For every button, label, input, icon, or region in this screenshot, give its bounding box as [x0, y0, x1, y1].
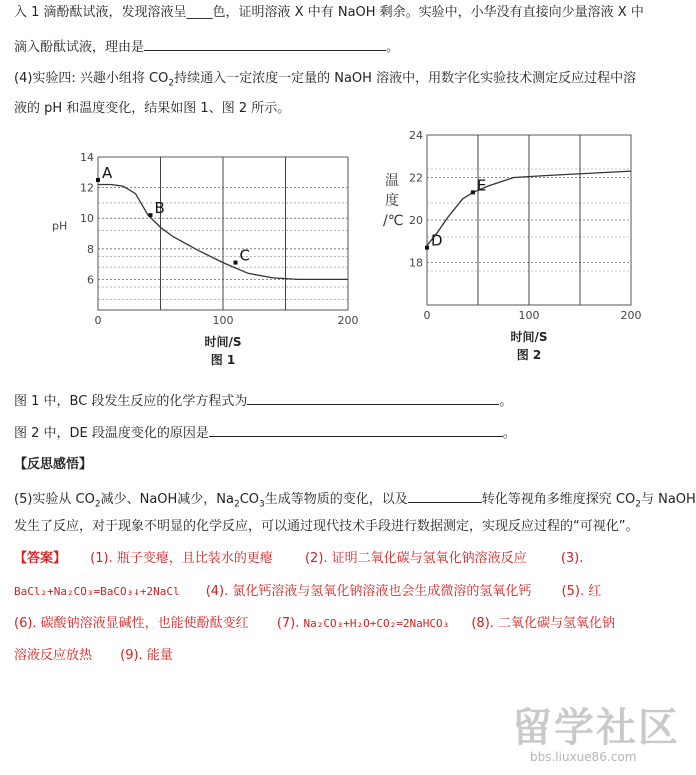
answer-6: (6). 碳酸钠溶液显碱性，也能使酚酞变红 [14, 616, 249, 631]
experiment-4-intro [14, 70, 636, 93]
y-tick-label: 10 [80, 212, 94, 226]
answer-8-continued: 溶液反应放热 [14, 648, 93, 663]
answer-line-3 [14, 615, 615, 633]
point-label: B [154, 199, 165, 218]
y-tick-label: 6 [87, 273, 94, 287]
subscript-2: 2 [635, 499, 641, 510]
question-line-2-end: 。 [386, 40, 400, 55]
answer-7-label: (7). [276, 616, 300, 631]
subscript-2: 2 [168, 78, 175, 89]
question-5-line-2: 发生了反应，对于现象不明显的化学反应，可以通过现代技术手段进行数据测定，实现反应过程的“可视化”。 [14, 519, 639, 534]
answer-9: (9). 能量 [120, 648, 173, 663]
answer-line-4 [14, 647, 173, 665]
question-line-2 [14, 36, 399, 57]
y-tick-label: 24 [409, 129, 423, 142]
experiment-4-text-b: 持续通入一定浓度一定量的 NaOH 溶液中，用数字化实验技术测定反应过程中溶 [174, 71, 637, 86]
point-label: E [476, 176, 487, 195]
q5-text-d: 生成等物质的变化，以及 [264, 492, 408, 507]
x-tick-label: 200 [620, 309, 642, 322]
answer-blank-reason[interactable] [144, 36, 386, 51]
answer-7-equation: Na₂CO₃+H₂O+CO₂=2NaHCO₃ [303, 617, 450, 630]
y-axis-label-1: 温 [385, 173, 399, 189]
q5-text-f: 与 NaOH [640, 492, 696, 507]
watermark-logo: 留学社区 [512, 705, 680, 751]
chart-title: 图 1 [210, 353, 236, 367]
question-bc-segment [14, 390, 512, 411]
answer-blank-energy[interactable] [408, 488, 482, 503]
x-tick-label: 100 [518, 309, 540, 322]
x-axis-label: 时间/S [510, 330, 548, 344]
subscript-2: 2 [94, 499, 101, 510]
question-de-segment [14, 422, 516, 443]
question-line-4: 液的 pH 和温度变化，结果如图 1、图 2 所示。 [14, 101, 291, 116]
figure-2-temperature-chart [375, 125, 642, 362]
period-2: 。 [502, 426, 516, 441]
point-marker [425, 246, 429, 250]
y-tick-label: 14 [80, 151, 94, 164]
question-line-1: 入 1 滴酚酞试液，发现溶液呈____色，证明溶液 X 中有 NaOH 剩余。实验中，小华没有直接向少量溶液 X 中 [14, 5, 644, 20]
answer-1: (1). 瓶子变瘪，且比装水的更瘪 [90, 551, 273, 566]
q5-text-a: (5)实验从 CO [14, 492, 95, 507]
point-label: D [431, 231, 443, 250]
x-tick-label: 0 [423, 309, 431, 322]
answer-8: (8). 二氧化碳与氢氧化钠 [471, 616, 616, 631]
point-marker [234, 261, 238, 265]
y-tick-label: 8 [87, 242, 94, 256]
question-5-line-1 [14, 488, 696, 514]
y-axis-label-3: /℃ [383, 213, 404, 229]
q5-text-c: CO [239, 492, 260, 507]
figure-1-ph-chart [50, 145, 359, 380]
question-de-text: 图 2 中，DE 段温度变化的原因是 [14, 426, 209, 441]
point-marker [96, 178, 100, 182]
period-1: 。 [499, 394, 513, 409]
subscript-2: 2 [233, 499, 240, 510]
experiment-4-text-a: (4)实验四: 兴趣小组将 CO [14, 71, 169, 86]
answer-3-label: (3). [560, 551, 584, 566]
answer-blank-temperature-reason[interactable] [209, 422, 503, 437]
answer-2: (2). 证明二氧化碳与氢氧化钠溶液反应 [304, 551, 527, 566]
question-line-2-text: 滴入酚酞试液，理由是 [14, 40, 145, 55]
x-axis-label: 时间/S [204, 335, 242, 349]
y-tick-label: 18 [409, 256, 423, 270]
answer-label: 【答案】 [14, 551, 67, 566]
chart-title: 图 2 [516, 348, 542, 362]
q5-text-b: 减少、NaOH减少，Na [100, 492, 234, 507]
answer-line-2 [14, 583, 601, 601]
y-tick-label: 22 [409, 171, 423, 185]
point-marker [471, 190, 475, 194]
answer-line-1 [14, 550, 583, 568]
q5-text-e: 转化等视角多维度探究 CO [481, 492, 636, 507]
y-axis-label: pH [52, 219, 68, 233]
answer-5: (5). 红 [561, 584, 602, 599]
point-label: C [239, 246, 250, 265]
subscript-3: 3 [259, 499, 265, 510]
point-label: A [102, 163, 113, 182]
y-tick-label: 20 [409, 214, 423, 227]
x-tick-label: 200 [337, 314, 359, 327]
y-tick-label: 12 [80, 181, 94, 195]
x-tick-label: 0 [94, 314, 102, 327]
answer-4: (4). 氯化钙溶液与氢氧化钠溶液也会生成微溶的氢氧化钙 [205, 584, 532, 599]
answer-blank-equation[interactable] [247, 390, 499, 405]
watermark-url: bbs.liuxue86.com [530, 750, 637, 764]
answer-3-equation: BaCl₂+Na₂CO₃=BaCO₃↓+2NaCl [14, 585, 180, 598]
question-bc-text: 图 1 中，BC 段发生反应的化学方程式为 [14, 394, 248, 409]
point-marker [149, 213, 153, 217]
y-axis-label-2: 度 [385, 193, 399, 209]
section-reflection: 【反思感悟】 [14, 457, 93, 472]
x-tick-label: 100 [212, 314, 234, 327]
